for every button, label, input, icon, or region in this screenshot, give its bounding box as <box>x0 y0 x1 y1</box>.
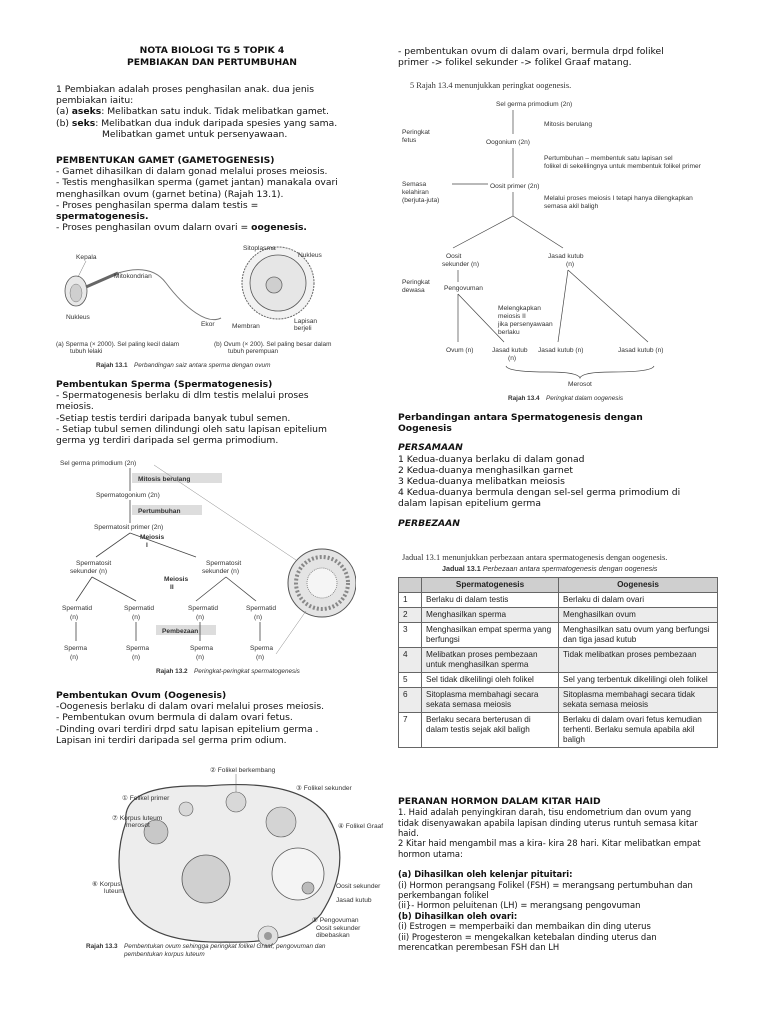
label-n: (n) <box>254 614 263 621</box>
table-13-1 <box>398 547 718 791</box>
caption-a2: tubuh lelaki <box>70 348 103 355</box>
text-line: (i) Estrogen = memperbaiki dan membaikan din ding uterus <box>398 921 651 932</box>
ovum-section <box>56 690 386 746</box>
table-caption: Jadual 13.1 Perbezaan antara spermatogenesis dengan oogenesis <box>442 564 658 573</box>
label-spermatid: Spermatid <box>62 605 93 612</box>
intro-aseks: (a) aseks: Melibatkan satu induk. Tidak melibatkan gamet. <box>56 106 329 118</box>
label-meiosis1: Meiosis <box>140 534 165 541</box>
label-ss1b: sekunder (n) <box>70 568 108 575</box>
sperma-row <box>64 645 273 661</box>
text-line: - Gamet dihasilkan di dalam gonad melalui proses meiosis. <box>56 166 328 178</box>
figure-caption: Peringkat-peringkat spermatogenesis <box>194 668 300 675</box>
label-spermatosit-primer: Spermatosit primer (2n) <box>94 524 164 531</box>
figure-13-1 <box>56 243 356 373</box>
text-line: tidak disenyawakan apabila lapisan dinding uterus runtuh semasa kitar <box>398 817 698 828</box>
label-n: (n) <box>132 654 141 661</box>
intro-line: Melibatkan gamet untuk persenyawaan. <box>102 128 288 140</box>
cell-sperm: Sitoplasma membahagi secara sekata semasa meiosis <box>422 688 559 713</box>
label-merosot: Merosot <box>568 381 592 388</box>
text-line: 1. Haid adalah penyingkiran darah, tisu endometrium dan ovum yang <box>398 807 692 818</box>
figure-caption: Peringkat dalam oogenesis <box>546 395 624 402</box>
doc-title: NOTA BIOLOGI TG 5 TOPIK 4 <box>139 45 285 56</box>
figure-number: Rajah 13.2 <box>156 668 188 675</box>
intro-block <box>56 84 386 140</box>
label-dibebaskan: dibebaskan <box>316 932 350 939</box>
text-line: hormon utama: <box>398 848 463 859</box>
caption-a: (a) Sperma (× 2000). Sel paling kecil dalam <box>56 341 180 348</box>
label-melengkapkan: Melengkapkan <box>498 305 541 312</box>
cell-oo: Tidak melibatkan proses pembezaan <box>559 648 718 673</box>
table-row <box>399 713 718 748</box>
label-meiosis2-num: II <box>170 584 174 591</box>
cell-sperm: Sel tidak dikelilingi oleh folikel <box>422 673 559 688</box>
spermatid-row <box>62 605 276 621</box>
label-semasa: Semasa <box>402 181 427 188</box>
text-line: haid. <box>398 828 419 839</box>
label-nukleus-ovum: Nukleus <box>298 252 322 259</box>
ovum-heading: Pembentukan Ovum (Oogenesis) <box>56 690 227 701</box>
subheading-ovari: (b) Dihasilkan oleh ovari: <box>398 910 518 921</box>
text-line: 3 Kedua-duanya melibatkan meiosis <box>398 476 565 488</box>
label-sgp: Sel germa primodium (2n) <box>496 101 573 108</box>
cell-sperm: Menghasilkan empat sperma yang berfungsi <box>422 623 559 648</box>
text-line: (ii}- Hormon peluitenan (LH) = merangsang pengovuman <box>398 900 641 911</box>
label-n: (n) <box>508 355 517 362</box>
label-pertumbuhan-2: folikel di sekelilingnya untuk membentuk folikel primer <box>544 163 701 170</box>
label-spermatid: Spermatid <box>246 605 277 612</box>
label-fetus: fetus <box>402 137 417 144</box>
text-line: -Dinding ovari terdiri drpd satu lapisan epitelium germa . <box>56 723 319 735</box>
text-line: 4 Kedua-duanya bermula dengan sel-sel germa primodium di <box>398 487 681 499</box>
cell-oo: Berlaku di dalam ovari fetus kemudian terhenti. Berlaku semula apabila akil baligh <box>559 713 718 748</box>
perbezaan-heading: PERBEZAAN <box>398 517 460 529</box>
table-row <box>399 608 718 623</box>
text-line: menghasilkan ovum (garnet betina) (Rajah 13.1). <box>56 188 284 200</box>
label-meiosis2: meiosis II <box>498 313 526 320</box>
text-line: -Oogenesis berlaku di dalam ovari melalui proses meiosis. <box>56 701 325 713</box>
label-jasad-kutub-1: Jasad kutub <box>492 347 528 354</box>
label-oogonium: Oogonium (2n) <box>486 139 530 146</box>
label-oosit-sekunder: Oosit sekunder <box>336 883 381 890</box>
label-meiosis1-2: semasa akil baligh <box>544 203 599 210</box>
persamaan-heading: PERSAMAAN <box>398 442 463 454</box>
label-berjeli: berjeli <box>294 325 312 332</box>
label-korpus-luteum-merosot: ⑦ Korpus luteum <box>112 815 163 822</box>
table-row <box>399 623 718 648</box>
intro-seks: (b) seks: Melibatkan dua induk daripada spesies yang sama. <box>56 117 338 129</box>
label-nukleus: Nukleus <box>66 314 90 321</box>
figure-caption: Pembentukan ovum sehingga peringkat folikel Graaf, pengovuman dan <box>124 943 326 950</box>
cell-oo: Sel yang terbentuk dikelilingi oleh folikel <box>559 673 718 688</box>
label-jasad-kutub-3: Jasad kutub (n) <box>618 347 664 354</box>
primary-follicle <box>179 802 193 816</box>
label-oosit-dibebaskan: Oosit sekunder <box>316 925 361 932</box>
figure-13-3 <box>86 764 396 964</box>
label-oosit-sekunder: sekunder (n) <box>442 261 480 268</box>
label-pengovuman: ⑤ Pengovuman <box>312 917 359 924</box>
text-line: spermatogenesis. <box>56 211 149 223</box>
label-ss2b: sekunder (n) <box>202 568 240 575</box>
label-peringkat-dewasa: Peringkat <box>402 279 430 286</box>
comparison-heading-2: Oogenesis <box>398 423 452 435</box>
figure-caption-2: pembentukan korpus luteum <box>124 951 205 958</box>
text-line: - Proses penghasilan sperma dalam testis = <box>56 199 259 211</box>
row-num: 6 <box>399 688 422 713</box>
label-korpus: ⑥ Korpus <box>92 881 121 888</box>
text-line: 2 Kitar haid mengambil mas a kira- kira 28 hari. Kitar melibatkan empat <box>398 838 701 849</box>
label-folikel-primer: ① Folikel primer <box>122 795 170 802</box>
table-header-row <box>399 578 718 593</box>
label-jasad-kutub: Jasad kutub <box>548 253 584 260</box>
label-ovum: Ovum (n) <box>446 347 474 354</box>
row-num: 4 <box>399 648 422 673</box>
text-line: - Setiap tubul semen dilindungi oleh satu lapisan epitelium <box>56 423 327 435</box>
label-meiosis2: Meiosis <box>164 576 189 583</box>
row-num: 1 <box>399 593 422 608</box>
label-folikel-berkembang: ② Folikel berkembang <box>210 767 276 774</box>
table-row <box>399 688 718 713</box>
label-folikel-graaf: ④ Folikel Graaf <box>338 823 384 830</box>
row-num: 5 <box>399 673 422 688</box>
text-line: - Proses penghasilan ovum dalarn ovari = oogenesis. <box>56 222 307 234</box>
label-pertumbuhan: Pertumbuhan <box>138 508 181 515</box>
label-pembezaan: Pembezaan <box>162 628 199 635</box>
label-dewasa: dewasa <box>402 287 425 294</box>
label-pengovuman: Pengovuman <box>444 285 483 292</box>
label-kelahiran: kelahiran <box>402 189 429 196</box>
cell-oo: Menghasilkan ovum <box>559 608 718 623</box>
merosot-brace <box>506 366 654 378</box>
label-ss1: Spermatosit <box>76 560 112 567</box>
label-sperma: Sperma <box>250 645 274 652</box>
label-folikel-sekunder: ③ Folikel sekunder <box>296 785 352 792</box>
text-line: (i) Hormon perangsang Folikel (FSH) = merangsang pertumbuhan dan <box>398 879 693 890</box>
label-peringkat-fetus: Peringkat <box>402 129 430 136</box>
caption-b2: tubuh perempuan <box>228 348 279 355</box>
hormone-heading: PERANAN HORMON DALAM KITAR HAID <box>398 796 601 807</box>
label-n: (n) <box>70 654 79 661</box>
label-jasad-kutub: Jasad kutub <box>336 897 372 904</box>
row-num: 2 <box>399 608 422 623</box>
label-jasad-kutub-2: Jasad kutub (n) <box>538 347 584 354</box>
ovum-nucleus <box>266 277 282 293</box>
label-merosot: merosot <box>126 822 150 829</box>
label-sperma: Sperma <box>64 645 88 652</box>
table-intro: Jadual 13.1 menunjukkan perbezaan antara spermatogenesis dengan oogenesis. <box>402 553 668 562</box>
label-mitosis: Mitosis berulang <box>138 476 191 483</box>
label-spermatid: Spermatid <box>188 605 219 612</box>
label-sperma: Sperma <box>126 645 150 652</box>
figure-13-4 <box>398 76 718 406</box>
text-line: Lapisan ini terdiri daripada sel germa prim odium. <box>56 734 287 746</box>
figure-number: Rajah 13.4 <box>508 395 540 402</box>
text-line: 2 Kedua-duanya menghasilkan garnet <box>398 464 573 476</box>
sperm-section <box>56 379 386 446</box>
label-berjuta: (berjuta-juta) <box>402 197 440 204</box>
figure-caption: Perbandingan saiz antara sperma dengan ovum <box>134 362 271 369</box>
label-n: (n) <box>256 654 265 661</box>
label-oosit: Oosit <box>446 253 462 260</box>
text-line: -Setiap testis terdiri daripada banyak tubul semen. <box>56 412 291 424</box>
figure-number: Rajah 13.1 <box>96 362 128 369</box>
text-line: primer -> folikel sekunder -> folikel Graaf matang. <box>398 57 632 69</box>
label-kepala: Kepala <box>76 254 97 261</box>
secondary-follicle <box>266 807 296 837</box>
table-row <box>399 593 718 608</box>
gametogenesis-heading: PEMBENTUKAN GAMET (GAMETOGENESIS) <box>56 155 275 166</box>
text-line: germa yg terdiri daripada sel germa primodium. <box>56 435 279 447</box>
header-spermatogenesis: Spermatogenesis <box>422 578 559 593</box>
text-line: - Testis menghasilkan sperma (gamet jantan) manakala ovari <box>56 177 338 189</box>
label-berlaku: berlaku <box>498 329 520 336</box>
label-pertumbuhan: Pertumbuhan – membentuk satu lapisan sel <box>544 155 673 162</box>
label-sperma: Sperma <box>190 645 214 652</box>
cell-sperm: Menghasilkan sperma <box>422 608 559 623</box>
label-ekor: Ekor <box>201 321 215 328</box>
table-row <box>399 673 718 688</box>
gametogenesis-block <box>56 155 386 233</box>
text-line: merencatkan perembesan FSH dan LH <box>398 942 560 953</box>
hormone-section <box>398 796 728 952</box>
label-ss2: Spermatosit <box>206 560 242 567</box>
sperm-nucleus <box>70 284 82 302</box>
comparison-section <box>398 412 716 529</box>
figure-13-2 <box>56 455 356 680</box>
row-num: 7 <box>399 713 422 748</box>
intro-line: pembiakan iaitu: <box>56 95 134 107</box>
sperm-heading: Pembentukan Sperma (Spermatogenesis) <box>56 379 273 390</box>
cell-sperm: Berlaku secara berterusan di dalam testis sejak akil baligh <box>422 713 559 748</box>
label-sgp: Sel germa primodium (2n) <box>60 460 137 467</box>
graaf-follicle <box>272 848 324 900</box>
text-line: (ii) Progesteron = mengekalkan ketebalan dinding uterus dan <box>398 931 657 942</box>
text-line: - pembentukan ovum di dalam ovari, bermula drpd folikel <box>398 46 664 57</box>
label-meiosis1: Melalui proses meiosis I tetapi hanya dilengkapkan <box>544 195 693 202</box>
table-row <box>399 648 718 673</box>
subheading-pituitari: (a) Dihasilkan oleh kelenjar pituitari: <box>398 869 573 880</box>
label-oosit-primer: Oosit primer (2n) <box>490 183 540 190</box>
label-n: (n) <box>566 261 575 268</box>
cell-sperm: Berlaku di dalam testis <box>422 593 559 608</box>
intro-line: 1 Pembiakan adalah proses penghasilan anak. dua jenis <box>56 84 314 95</box>
doc-subtitle: PEMBIAKAN DAN PERTUMBUHAN <box>127 57 297 68</box>
cell-sperm: Melibatkan proses pembezaan untuk menghasilkan sperma <box>422 648 559 673</box>
label-sitoplasma: Sitoplasma <box>243 245 276 252</box>
text-line: 1 Kedua-duanya berlaku di dalam gonad <box>398 453 585 465</box>
label-n: (n) <box>196 614 205 621</box>
text-line: - Spermatogenesis berlaku di dlm testis melalui proses <box>56 390 309 402</box>
corpus-luteum <box>182 855 230 903</box>
figure-intro: 5 Rajah 13.4 menunjukkan peringkat oogenesis. <box>410 81 572 90</box>
cell-oo: Sitoplasma membahagi secara tidak sekata semasa meiosis <box>559 688 718 713</box>
right-intro <box>398 46 728 68</box>
comparison-table <box>398 577 718 748</box>
comparison-heading: Perbandingan antara Spermatogenesis dengan <box>398 412 643 423</box>
header-num <box>399 578 422 593</box>
figure-number: Rajah 13.3 <box>86 943 118 950</box>
text-line: dalam lapisan epitelium germa <box>398 498 542 510</box>
label-n: (n) <box>196 654 205 661</box>
label-jika: jika persenyawaan <box>498 321 553 328</box>
caption-b: (b) Ovum (× 200). Sel paling besar dalam <box>214 341 332 348</box>
developing-follicle <box>226 792 246 812</box>
header-oogenesis: Oogenesis <box>559 578 718 593</box>
label-membran: Membran <box>232 323 260 330</box>
label-n: (n) <box>70 614 79 621</box>
label-mitokondrian: Mitokondrian <box>114 273 152 280</box>
label-spermatogonium: Spermatogonium (2n) <box>96 492 160 499</box>
label-lapisan: Lapisan <box>294 318 318 325</box>
text-line: meiosis. <box>56 401 94 413</box>
cell-oo: Menghasilkan satu ovum yang berfungsi dan tiga jasad kutub <box>559 623 718 648</box>
text-line: - Pembentukan ovum bermula di dalam ovari fetus. <box>56 712 293 724</box>
label-luteum: luteum <box>104 888 124 895</box>
label-spermatid: Spermatid <box>124 605 155 612</box>
label-meiosis1-num: I <box>146 542 148 549</box>
row-num: 3 <box>399 623 422 648</box>
label-n: (n) <box>132 614 141 621</box>
text-line: perkembangan folikel <box>398 890 489 901</box>
cell-oo: Berlaku di dalam ovari <box>559 593 718 608</box>
label-mitosis: Mitosis berulang <box>544 121 593 128</box>
